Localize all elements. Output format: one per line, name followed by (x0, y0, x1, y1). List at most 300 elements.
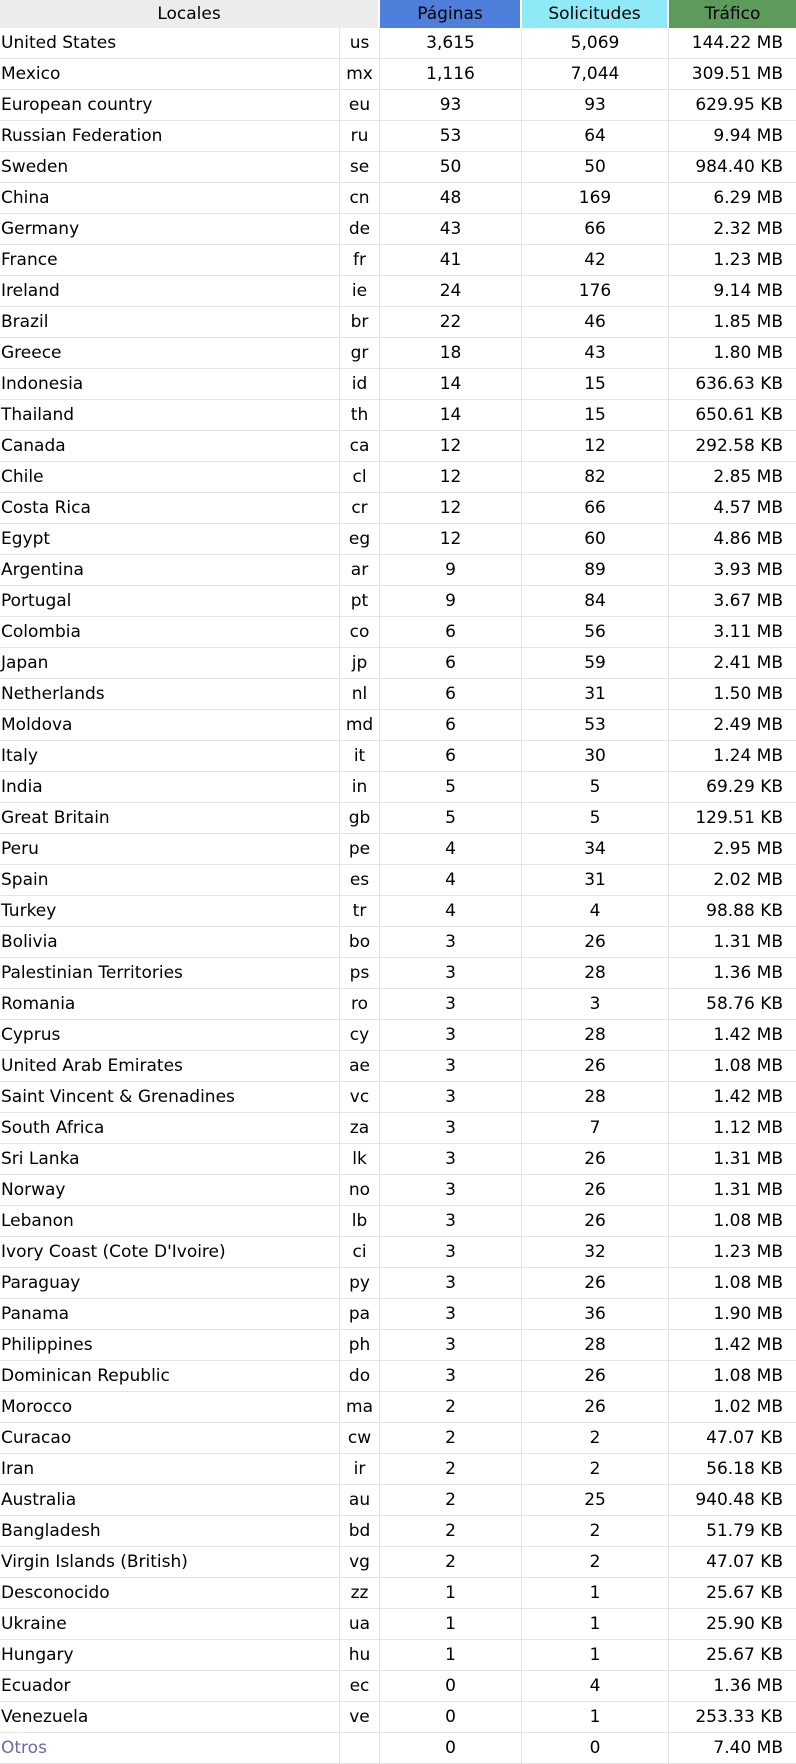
requests-value: 60 (522, 524, 669, 555)
table-row (0, 648, 796, 679)
table-row (0, 214, 796, 245)
pages-value: 3 (380, 1361, 522, 1392)
country-name: Japan (0, 648, 340, 679)
country-code: ro (340, 989, 380, 1020)
country-name: United States (0, 28, 340, 59)
country-name: Virgin Islands (British) (0, 1547, 340, 1578)
pages-value: 24 (380, 276, 522, 307)
requests-value: 32 (522, 1237, 669, 1268)
requests-value: 169 (522, 183, 669, 214)
traffic-value: 1.23 MB (669, 1237, 796, 1268)
requests-value: 1 (522, 1640, 669, 1671)
country-code: cn (340, 183, 380, 214)
traffic-value: 292.58 KB (669, 431, 796, 462)
table-row (0, 1361, 796, 1392)
country-code: gb (340, 803, 380, 834)
country-name: Turkey (0, 896, 340, 927)
country-code: us (340, 28, 380, 59)
requests-value: 26 (522, 1144, 669, 1175)
pages-value: 18 (380, 338, 522, 369)
country-code: br (340, 307, 380, 338)
requests-value: 15 (522, 400, 669, 431)
country-name: Cyprus (0, 1020, 340, 1051)
table-row (0, 1454, 796, 1485)
requests-value: 1 (522, 1702, 669, 1733)
table-row (0, 1609, 796, 1640)
pages-value: 5 (380, 772, 522, 803)
country-name: Germany (0, 214, 340, 245)
table-row (0, 152, 796, 183)
country-code: do (340, 1361, 380, 1392)
country-name: Mexico (0, 59, 340, 90)
traffic-value: 1.31 MB (669, 927, 796, 958)
country-name: Thailand (0, 400, 340, 431)
traffic-value: 51.79 KB (669, 1516, 796, 1547)
country-code: vg (340, 1547, 380, 1578)
pages-value: 9 (380, 586, 522, 617)
table-row (0, 958, 796, 989)
traffic-value: 2.41 MB (669, 648, 796, 679)
requests-value: 5 (522, 772, 669, 803)
requests-value: 5,069 (522, 28, 669, 59)
table-row (0, 338, 796, 369)
pages-value: 2 (380, 1516, 522, 1547)
traffic-value: 1.50 MB (669, 679, 796, 710)
traffic-value: 1.12 MB (669, 1113, 796, 1144)
requests-value: 26 (522, 1051, 669, 1082)
table-body (0, 28, 796, 1764)
requests-value: 59 (522, 648, 669, 679)
country-code: lb (340, 1206, 380, 1237)
country-code: ec (340, 1671, 380, 1702)
traffic-value: 6.29 MB (669, 183, 796, 214)
pages-value: 2 (380, 1485, 522, 1516)
country-name: Romania (0, 989, 340, 1020)
traffic-value: 4.57 MB (669, 493, 796, 524)
requests-value: 2 (522, 1454, 669, 1485)
country-code: cl (340, 462, 380, 493)
table-row (0, 772, 796, 803)
country-code: za (340, 1113, 380, 1144)
other-row (0, 1733, 796, 1764)
traffic-value: 984.40 KB (669, 152, 796, 183)
pages-value: 48 (380, 183, 522, 214)
traffic-value: 4.86 MB (669, 524, 796, 555)
country-name: Brazil (0, 307, 340, 338)
country-code: bd (340, 1516, 380, 1547)
country-code: nl (340, 679, 380, 710)
pages-value: 22 (380, 307, 522, 338)
pages-value: 2 (380, 1547, 522, 1578)
traffic-value: 1.24 MB (669, 741, 796, 772)
country-name: Paraguay (0, 1268, 340, 1299)
requests-value: 89 (522, 555, 669, 586)
traffic-value: 144.22 MB (669, 28, 796, 59)
table-row (0, 555, 796, 586)
traffic-value: 58.76 KB (669, 989, 796, 1020)
traffic-value: 1.42 MB (669, 1330, 796, 1361)
country-code: tr (340, 896, 380, 927)
table-row (0, 927, 796, 958)
country-name: Ireland (0, 276, 340, 307)
country-name: Costa Rica (0, 493, 340, 524)
country-code: in (340, 772, 380, 803)
requests-value: 30 (522, 741, 669, 772)
traffic-value: 2.85 MB (669, 462, 796, 493)
traffic-value: 3.93 MB (669, 555, 796, 586)
country-name: Ecuador (0, 1671, 340, 1702)
table-row (0, 896, 796, 927)
country-code: md (340, 710, 380, 741)
pages-value: 3 (380, 1175, 522, 1206)
table-row (0, 1206, 796, 1237)
pages-value: 9 (380, 555, 522, 586)
pages-value: 3 (380, 1206, 522, 1237)
other-requests-value: 0 (522, 1733, 669, 1764)
country-name: France (0, 245, 340, 276)
table-row (0, 1547, 796, 1578)
country-code: ie (340, 276, 380, 307)
requests-value: 12 (522, 431, 669, 462)
traffic-value: 98.88 KB (669, 896, 796, 927)
traffic-value: 2.95 MB (669, 834, 796, 865)
country-code: th (340, 400, 380, 431)
traffic-value: 1.08 MB (669, 1361, 796, 1392)
country-name: Sri Lanka (0, 1144, 340, 1175)
traffic-value: 253.33 KB (669, 1702, 796, 1733)
pages-column-header[interactable]: Páginas (380, 0, 522, 28)
country-name: Greece (0, 338, 340, 369)
country-code: no (340, 1175, 380, 1206)
pages-value: 1 (380, 1609, 522, 1640)
country-name: Argentina (0, 555, 340, 586)
traffic-value: 25.67 KB (669, 1578, 796, 1609)
pages-value: 2 (380, 1392, 522, 1423)
table-row (0, 989, 796, 1020)
pages-value: 14 (380, 400, 522, 431)
country-name: Netherlands (0, 679, 340, 710)
country-code: lk (340, 1144, 380, 1175)
requests-value: 43 (522, 338, 669, 369)
traffic-value: 25.67 KB (669, 1640, 796, 1671)
country-code: ma (340, 1392, 380, 1423)
requests-value: 7,044 (522, 59, 669, 90)
country-code: cy (340, 1020, 380, 1051)
country-name: Bangladesh (0, 1516, 340, 1547)
table-row (0, 1020, 796, 1051)
table-row (0, 1671, 796, 1702)
country-name: Morocco (0, 1392, 340, 1423)
requests-value: 36 (522, 1299, 669, 1330)
requests-value: 15 (522, 369, 669, 400)
requests-value: 2 (522, 1516, 669, 1547)
pages-value: 53 (380, 121, 522, 152)
pages-value: 0 (380, 1702, 522, 1733)
requests-value: 28 (522, 1330, 669, 1361)
table-row (0, 617, 796, 648)
table-row (0, 1082, 796, 1113)
requests-value: 82 (522, 462, 669, 493)
pages-value: 14 (380, 369, 522, 400)
pages-value: 4 (380, 834, 522, 865)
requests-value: 93 (522, 90, 669, 121)
requests-value: 42 (522, 245, 669, 276)
pages-value: 12 (380, 524, 522, 555)
other-link[interactable]: Otros (0, 1733, 340, 1764)
other-traffic-value: 7.40 MB (669, 1733, 796, 1764)
country-name: Colombia (0, 617, 340, 648)
traffic-value: 47.07 KB (669, 1423, 796, 1454)
requests-value: 26 (522, 1361, 669, 1392)
requests-value: 28 (522, 1082, 669, 1113)
table-row (0, 1051, 796, 1082)
country-code: se (340, 152, 380, 183)
traffic-value: 129.51 KB (669, 803, 796, 834)
country-code: ci (340, 1237, 380, 1268)
table-row (0, 1330, 796, 1361)
country-code: ru (340, 121, 380, 152)
country-code: cr (340, 493, 380, 524)
requests-value: 26 (522, 1206, 669, 1237)
table-row (0, 1113, 796, 1144)
traffic-value: 309.51 MB (669, 59, 796, 90)
requests-value: 53 (522, 710, 669, 741)
country-name: Italy (0, 741, 340, 772)
pages-value: 6 (380, 710, 522, 741)
table-row (0, 741, 796, 772)
country-name: Hungary (0, 1640, 340, 1671)
country-code: vc (340, 1082, 380, 1113)
table-row (0, 431, 796, 462)
traffic-value: 47.07 KB (669, 1547, 796, 1578)
country-code: fr (340, 245, 380, 276)
table-row (0, 865, 796, 896)
country-name: Chile (0, 462, 340, 493)
country-name: India (0, 772, 340, 803)
table-row (0, 710, 796, 741)
pages-value: 1,116 (380, 59, 522, 90)
country-name: Moldova (0, 710, 340, 741)
table-row (0, 307, 796, 338)
country-name: Dominican Republic (0, 1361, 340, 1392)
country-code: ve (340, 1702, 380, 1733)
country-code: ar (340, 555, 380, 586)
traffic-value: 2.49 MB (669, 710, 796, 741)
requests-value: 26 (522, 1392, 669, 1423)
pages-value: 50 (380, 152, 522, 183)
country-code: zz (340, 1578, 380, 1609)
country-name: Curacao (0, 1423, 340, 1454)
table-row (0, 59, 796, 90)
traffic-value: 1.90 MB (669, 1299, 796, 1330)
traffic-value: 3.11 MB (669, 617, 796, 648)
pages-value: 3 (380, 1082, 522, 1113)
country-name: Lebanon (0, 1206, 340, 1237)
other-pages-value: 0 (380, 1733, 522, 1764)
table-row (0, 493, 796, 524)
pages-value: 2 (380, 1454, 522, 1485)
country-name: Russian Federation (0, 121, 340, 152)
country-name: Palestinian Territories (0, 958, 340, 989)
requests-value: 1 (522, 1609, 669, 1640)
country-code: mx (340, 59, 380, 90)
country-name: South Africa (0, 1113, 340, 1144)
country-name: Desconocido (0, 1578, 340, 1609)
requests-value: 3 (522, 989, 669, 1020)
pages-value: 12 (380, 431, 522, 462)
country-code: id (340, 369, 380, 400)
traffic-value: 69.29 KB (669, 772, 796, 803)
country-code: ua (340, 1609, 380, 1640)
table-row (0, 1144, 796, 1175)
country-name: Ukraine (0, 1609, 340, 1640)
pages-value: 6 (380, 679, 522, 710)
table-row (0, 400, 796, 431)
traffic-value: 2.32 MB (669, 214, 796, 245)
table-row (0, 369, 796, 400)
table-row (0, 679, 796, 710)
traffic-value: 1.31 MB (669, 1144, 796, 1175)
country-name: Spain (0, 865, 340, 896)
country-name: Ivory Coast (Cote D'Ivoire) (0, 1237, 340, 1268)
traffic-value: 2.02 MB (669, 865, 796, 896)
requests-value: 31 (522, 865, 669, 896)
requests-column-header[interactable]: Solicitudes (522, 0, 669, 28)
country-name: Canada (0, 431, 340, 462)
traffic-value: 1.36 MB (669, 958, 796, 989)
table-row (0, 1175, 796, 1206)
pages-value: 3 (380, 1299, 522, 1330)
traffic-value: 1.36 MB (669, 1671, 796, 1702)
pages-value: 1 (380, 1640, 522, 1671)
pages-value: 3 (380, 1144, 522, 1175)
requests-value: 34 (522, 834, 669, 865)
country-code: cw (340, 1423, 380, 1454)
pages-value: 12 (380, 493, 522, 524)
country-name: Indonesia (0, 369, 340, 400)
table-row (0, 834, 796, 865)
pages-value: 3 (380, 1237, 522, 1268)
pages-value: 6 (380, 648, 522, 679)
country-code: py (340, 1268, 380, 1299)
table-row (0, 1299, 796, 1330)
requests-value: 28 (522, 958, 669, 989)
traffic-value: 629.95 KB (669, 90, 796, 121)
table-row (0, 1485, 796, 1516)
country-code: gr (340, 338, 380, 369)
country-name: Philippines (0, 1330, 340, 1361)
traffic-value: 1.85 MB (669, 307, 796, 338)
requests-value: 31 (522, 679, 669, 710)
pages-value: 3 (380, 958, 522, 989)
country-code: eu (340, 90, 380, 121)
country-code: pe (340, 834, 380, 865)
country-name: Egypt (0, 524, 340, 555)
requests-value: 4 (522, 896, 669, 927)
country-code: pt (340, 586, 380, 617)
table-row (0, 1578, 796, 1609)
pages-value: 3 (380, 989, 522, 1020)
requests-value: 46 (522, 307, 669, 338)
country-code: au (340, 1485, 380, 1516)
requests-value: 176 (522, 276, 669, 307)
pages-value: 2 (380, 1423, 522, 1454)
requests-value: 84 (522, 586, 669, 617)
table-row (0, 90, 796, 121)
table-row (0, 183, 796, 214)
country-name: Peru (0, 834, 340, 865)
table-row (0, 245, 796, 276)
table-row (0, 524, 796, 555)
pages-value: 3 (380, 1268, 522, 1299)
pages-value: 3 (380, 927, 522, 958)
pages-value: 3 (380, 1020, 522, 1051)
requests-value: 2 (522, 1547, 669, 1578)
country-code: de (340, 214, 380, 245)
country-name: Portugal (0, 586, 340, 617)
country-code: eg (340, 524, 380, 555)
table-row (0, 803, 796, 834)
requests-value: 66 (522, 214, 669, 245)
requests-value: 50 (522, 152, 669, 183)
pages-value: 4 (380, 865, 522, 896)
country-name: United Arab Emirates (0, 1051, 340, 1082)
table-row (0, 1392, 796, 1423)
traffic-value: 1.23 MB (669, 245, 796, 276)
other-code-empty (340, 1733, 380, 1764)
table-row (0, 1423, 796, 1454)
table-row (0, 1268, 796, 1299)
pages-value: 3 (380, 1051, 522, 1082)
requests-value: 2 (522, 1423, 669, 1454)
traffic-value: 940.48 KB (669, 1485, 796, 1516)
pages-value: 6 (380, 617, 522, 648)
country-name: Great Britain (0, 803, 340, 834)
requests-value: 56 (522, 617, 669, 648)
country-name: Saint Vincent & Grenadines (0, 1082, 340, 1113)
requests-value: 5 (522, 803, 669, 834)
traffic-value: 1.02 MB (669, 1392, 796, 1423)
country-name: Bolivia (0, 927, 340, 958)
table-row (0, 1237, 796, 1268)
country-code: ps (340, 958, 380, 989)
country-name: Australia (0, 1485, 340, 1516)
country-name: European country (0, 90, 340, 121)
traffic-value: 1.42 MB (669, 1082, 796, 1113)
country-code: ph (340, 1330, 380, 1361)
country-code: co (340, 617, 380, 648)
traffic-value: 9.94 MB (669, 121, 796, 152)
pages-value: 12 (380, 462, 522, 493)
requests-value: 64 (522, 121, 669, 152)
pages-value: 1 (380, 1578, 522, 1609)
traffic-value: 1.80 MB (669, 338, 796, 369)
traffic-value: 25.90 KB (669, 1609, 796, 1640)
pages-value: 93 (380, 90, 522, 121)
locales-column-header[interactable]: Locales (0, 0, 380, 28)
requests-value: 28 (522, 1020, 669, 1051)
traffic-value: 56.18 KB (669, 1454, 796, 1485)
country-name: Sweden (0, 152, 340, 183)
pages-value: 43 (380, 214, 522, 245)
pages-value: 3 (380, 1113, 522, 1144)
pages-value: 4 (380, 896, 522, 927)
table-header-row (0, 0, 796, 28)
traffic-column-header[interactable]: Tráfico (669, 0, 796, 28)
pages-value: 5 (380, 803, 522, 834)
traffic-value: 9.14 MB (669, 276, 796, 307)
country-code: ae (340, 1051, 380, 1082)
